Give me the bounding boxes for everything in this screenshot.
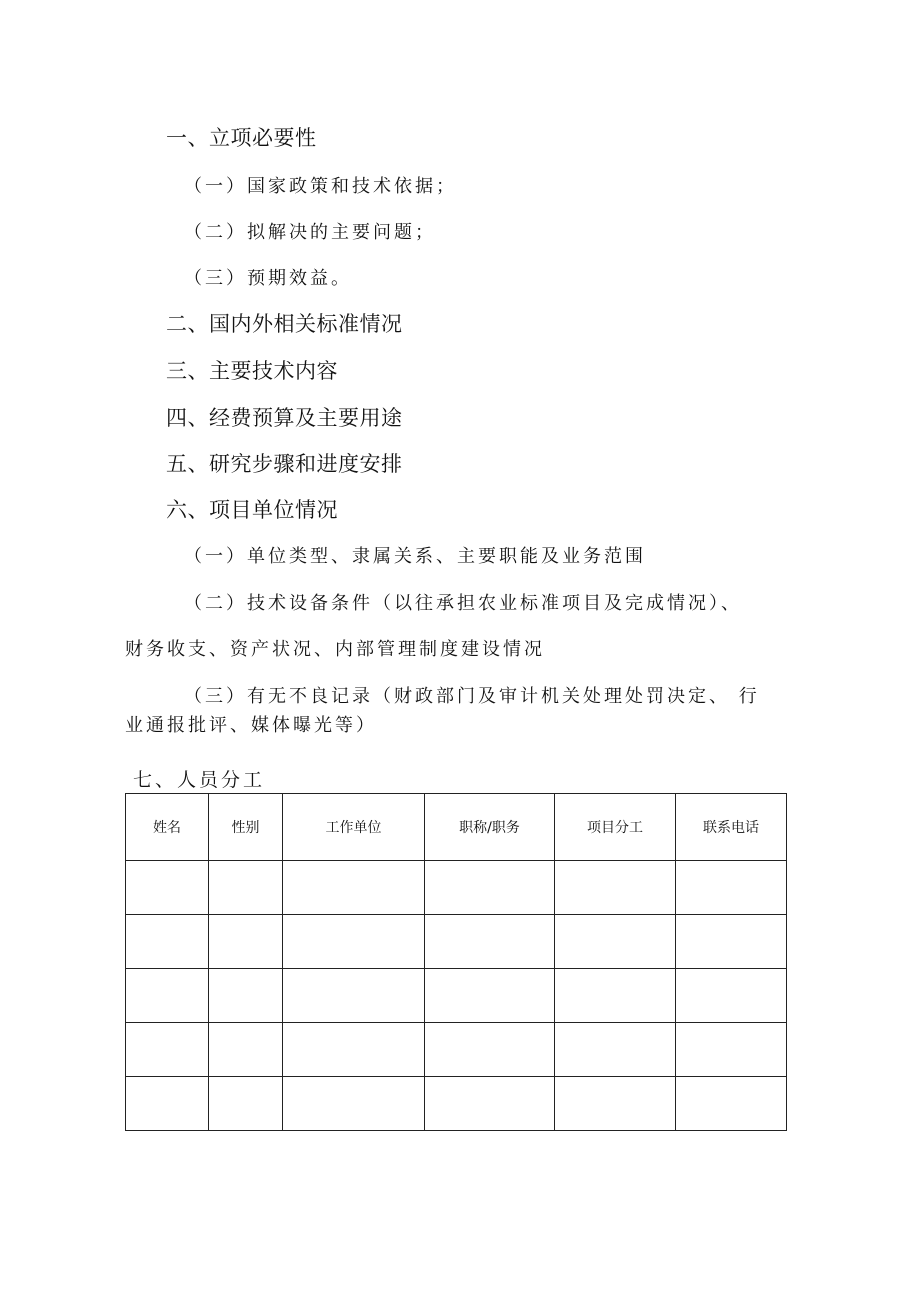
header-name: 姓名 [126, 794, 209, 861]
cell-work-unit[interactable] [283, 915, 425, 969]
cell-name[interactable] [126, 1023, 209, 1077]
section-heading-7: 七、人员分工 [133, 769, 266, 791]
cell-title-position[interactable] [425, 915, 555, 969]
section-heading-2: 二、国内外相关标准情况 [166, 312, 403, 336]
section-heading-3: 三、主要技术内容 [166, 359, 338, 383]
table-row [126, 969, 787, 1023]
table-row [126, 1023, 787, 1077]
cell-work-unit[interactable] [283, 861, 425, 915]
table-row [126, 861, 787, 915]
section-heading-5: 五、研究步骤和进度安排 [166, 452, 403, 476]
subsection-1-1: （一）国家政策和技术依据； [184, 176, 457, 197]
header-title-position: 职称/职务 [425, 794, 555, 861]
cell-phone[interactable] [676, 1077, 787, 1131]
section-heading-1: 一、立项必要性 [166, 126, 317, 150]
subsection-1-3: （三）预期效益。 [184, 268, 352, 289]
subsection-1-2: （二）拟解决的主要问题； [184, 222, 436, 243]
cell-work-unit[interactable] [283, 969, 425, 1023]
cell-gender[interactable] [209, 1077, 283, 1131]
cell-phone[interactable] [676, 969, 787, 1023]
cell-work-unit[interactable] [283, 1077, 425, 1131]
cell-project-role[interactable] [555, 861, 676, 915]
header-project-role: 项目分工 [555, 794, 676, 861]
table-row [126, 1077, 787, 1131]
subsection-6-3-line1: （三）有无不良记录（财政部门及审计机关处理处罚决定、 行 [184, 686, 760, 707]
header-gender: 性别 [209, 794, 283, 861]
section-heading-4: 四、经费预算及主要用途 [166, 406, 403, 430]
staff-table [125, 793, 787, 1131]
subsection-6-3-line2: 业通报批评、媒体曝光等） [125, 715, 377, 736]
subsection-6-2-line2: 财务收支、资产状况、内部管理制度建设情况 [125, 639, 545, 660]
cell-gender[interactable] [209, 969, 283, 1023]
cell-project-role[interactable] [555, 969, 676, 1023]
cell-title-position[interactable] [425, 1023, 555, 1077]
cell-gender[interactable] [209, 1023, 283, 1077]
cell-phone[interactable] [676, 1023, 787, 1077]
cell-name[interactable] [126, 861, 209, 915]
section-heading-6: 六、项目单位情况 [166, 498, 338, 522]
subsection-6-1: （一）单位类型、隶属关系、主要职能及业务范围 [184, 546, 646, 567]
cell-title-position[interactable] [425, 969, 555, 1023]
subsection-6-2-line1: （二）技术设备条件（以往承担农业标准项目及完成情况）、 [184, 593, 742, 614]
cell-project-role[interactable] [555, 915, 676, 969]
cell-gender[interactable] [209, 915, 283, 969]
cell-gender[interactable] [209, 861, 283, 915]
cell-name[interactable] [126, 1077, 209, 1131]
cell-title-position[interactable] [425, 1077, 555, 1131]
cell-name[interactable] [126, 915, 209, 969]
table-header-row [126, 794, 787, 861]
cell-phone[interactable] [676, 861, 787, 915]
cell-work-unit[interactable] [283, 1023, 425, 1077]
cell-project-role[interactable] [555, 1077, 676, 1131]
cell-name[interactable] [126, 969, 209, 1023]
header-work-unit: 工作单位 [283, 794, 425, 861]
cell-phone[interactable] [676, 915, 787, 969]
header-phone: 联系电话 [676, 794, 787, 861]
cell-title-position[interactable] [425, 861, 555, 915]
table-row [126, 915, 787, 969]
cell-project-role[interactable] [555, 1023, 676, 1077]
